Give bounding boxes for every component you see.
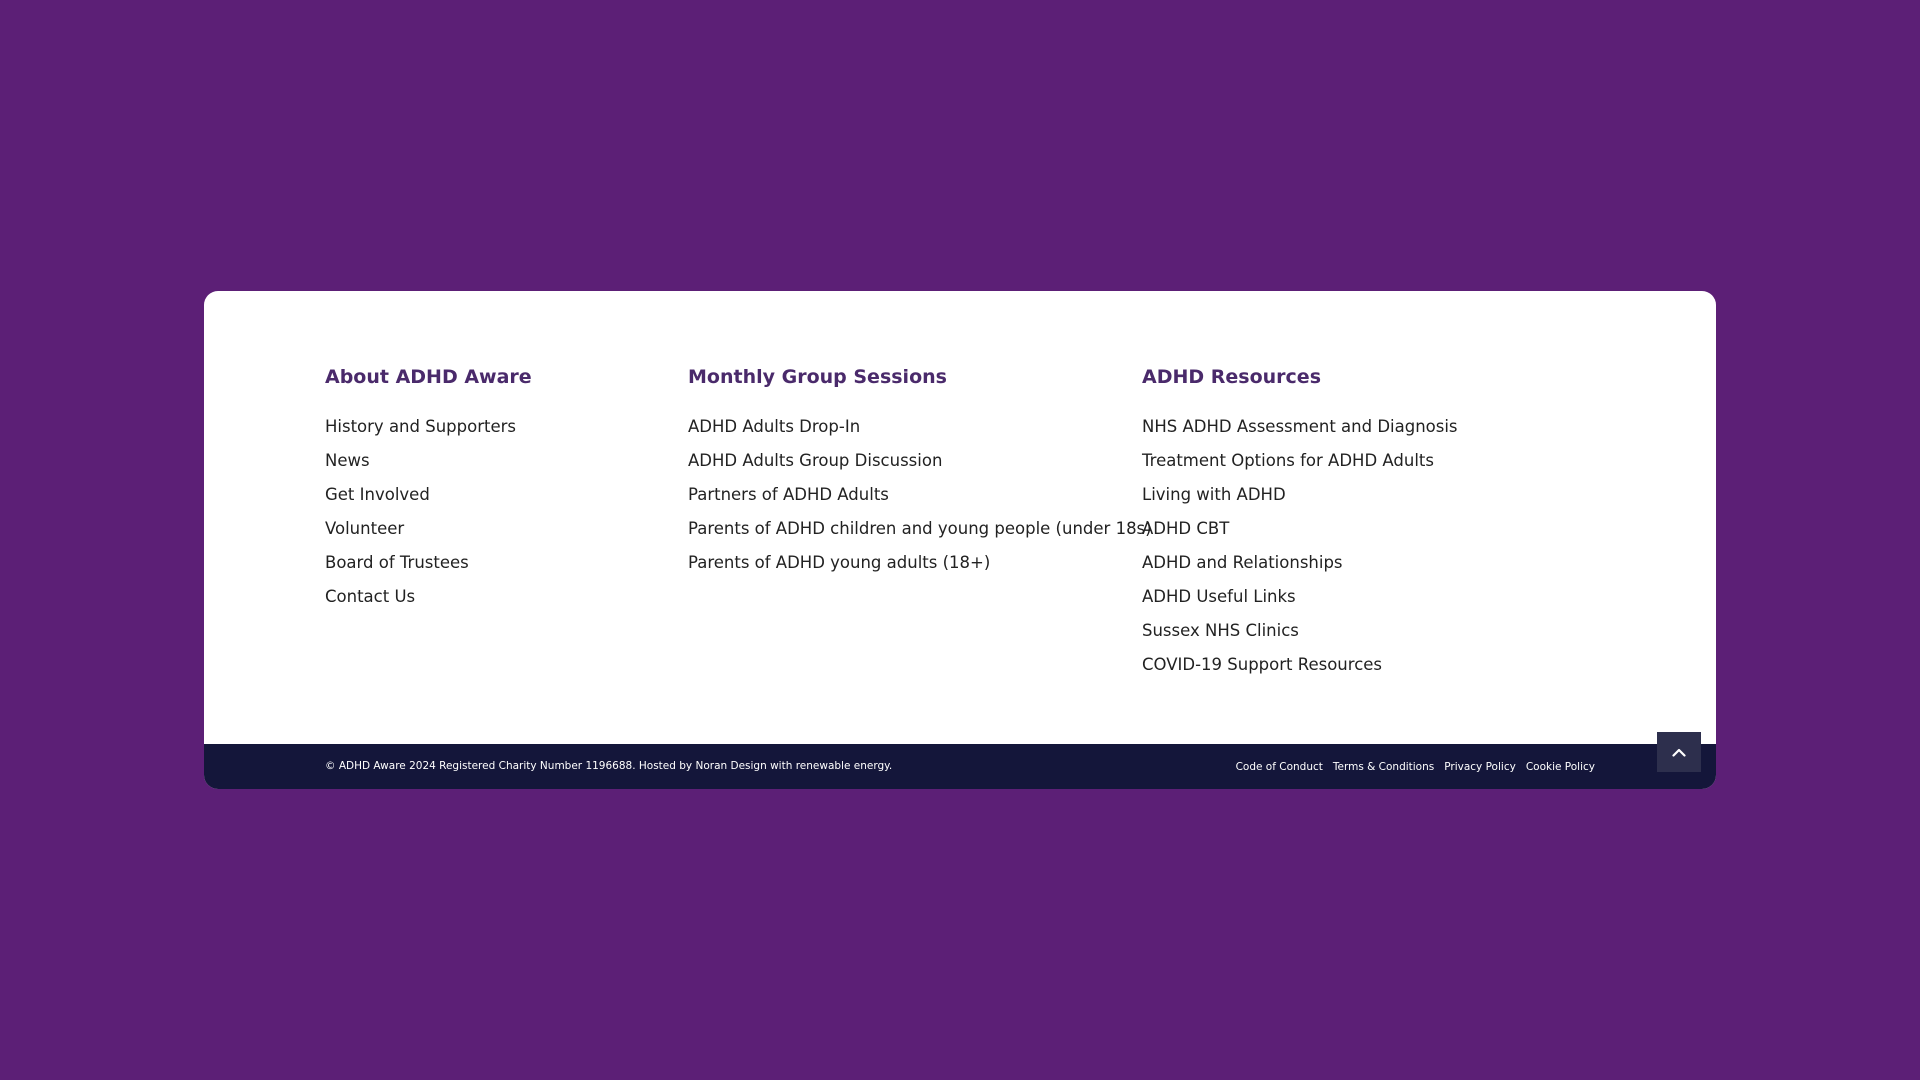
- footer-link-adults-drop-in[interactable]: ADHD Adults Drop-In: [688, 417, 861, 436]
- footer-column-group-sessions: [688, 363, 1152, 580]
- chevron-up-icon: [1672, 748, 1686, 757]
- footer-card: [204, 291, 1716, 789]
- footer-heading-about: About ADHD Aware: [325, 366, 532, 388]
- footer-link-parents-under-18s[interactable]: Parents of ADHD children and young people (under 18s): [688, 519, 1152, 538]
- code-of-conduct-link[interactable]: Code of Conduct: [1235, 760, 1323, 773]
- footer-link-adhd-relationships[interactable]: ADHD and Relationships: [1142, 553, 1343, 572]
- back-to-top-button[interactable]: [1657, 732, 1701, 772]
- copyright-text: © ADHD Aware 2024 Registered Charity Number 1196688. Hosted by Noran Design with renewable energy.: [325, 760, 893, 772]
- footer-link-useful-links[interactable]: ADHD Useful Links: [1142, 587, 1296, 606]
- footer-heading-resources: ADHD Resources: [1142, 366, 1321, 388]
- footer-links-about: [325, 410, 532, 614]
- footer-column-about: [325, 363, 532, 614]
- footer-heading-group-sessions: Monthly Group Sessions: [688, 366, 947, 388]
- footer-link-living-with-adhd[interactable]: Living with ADHD: [1142, 485, 1286, 504]
- footer-link-volunteer[interactable]: Volunteer: [325, 519, 405, 538]
- footer-link-parents-young-adults[interactable]: Parents of ADHD young adults (18+): [688, 553, 991, 572]
- footer-link-get-involved[interactable]: Get Involved: [325, 485, 430, 504]
- footer-links-group-sessions: [688, 410, 1152, 580]
- footer-link-nhs-assessment[interactable]: NHS ADHD Assessment and Diagnosis: [1142, 417, 1458, 436]
- cookie-policy-link[interactable]: Cookie Policy: [1525, 760, 1595, 773]
- footer-links-resources: [1142, 410, 1458, 682]
- footer-link-covid-support[interactable]: COVID-19 Support Resources: [1142, 655, 1383, 674]
- terms-conditions-link[interactable]: Terms & Conditions: [1332, 760, 1435, 773]
- footer-column-resources: [1142, 363, 1458, 682]
- footer-bottom-bar: [204, 744, 1716, 789]
- footer-link-contact-us[interactable]: Contact Us: [325, 587, 416, 606]
- footer-link-board-of-trustees[interactable]: Board of Trustees: [325, 553, 469, 572]
- footer-link-sussex-nhs-clinics[interactable]: Sussex NHS Clinics: [1142, 621, 1299, 640]
- footer-link-partners-of-adhd-adults[interactable]: Partners of ADHD Adults: [688, 485, 889, 504]
- footer-link-news[interactable]: News: [325, 451, 370, 470]
- footer-link-history-and-supporters[interactable]: History and Supporters: [325, 417, 516, 436]
- footer-link-treatment-options[interactable]: Treatment Options for ADHD Adults: [1142, 451, 1434, 470]
- legal-links: [1236, 744, 1595, 789]
- privacy-policy-link[interactable]: Privacy Policy: [1444, 760, 1516, 773]
- footer-link-adhd-cbt[interactable]: ADHD CBT: [1142, 519, 1230, 538]
- footer-link-adults-group-discussion[interactable]: ADHD Adults Group Discussion: [688, 451, 943, 470]
